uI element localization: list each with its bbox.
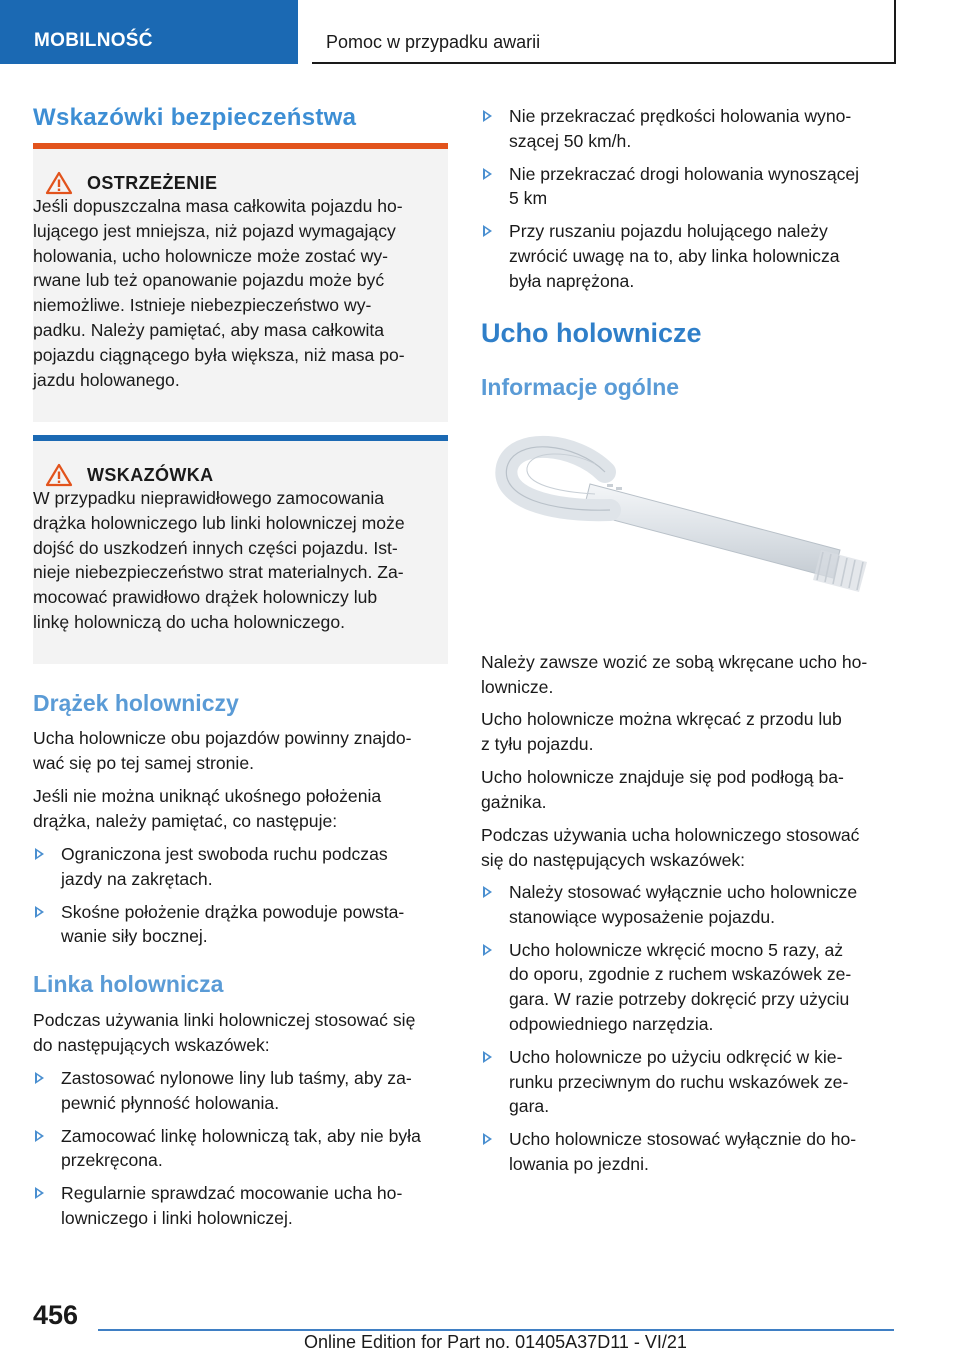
note-text: W przypadku nieprawidłowego zamocowania drążka holowniczego lub linki holowniczej może dojść do uszkodzeń innych części pojazdu. Ist‐ nieje niebezpieczeństwo strat materialnych. Za‐ mocować prawidłowo drążek holowniczy lub linkę holowniczą do ucha holowniczego. <box>33 488 405 632</box>
bullet-triangle-icon <box>483 1133 492 1145</box>
warning-icon <box>45 171 73 195</box>
bullet-triangle-icon <box>483 110 492 122</box>
bullet-triangle-icon <box>35 1072 44 1084</box>
list-item: Skośne położenie drążka powoduje powsta‐ wanie siły bocznej. <box>33 900 448 950</box>
edition-info: Online Edition for Part no. 01405A37D11 - VI/21 <box>304 1332 687 1352</box>
bullet-triangle-icon <box>35 1187 44 1199</box>
chapter-tab <box>0 0 298 64</box>
tow-rope-paragraph: Podczas używania linki holowniczej stosować się do następujących wskazówek: <box>33 1010 416 1055</box>
list-item: Nie przekraczać drogi holowania wynoszącej 5 km <box>481 162 901 212</box>
note-bar <box>33 435 448 441</box>
list-item: Ucho holownicze stosować wyłącznie do ho‐ lowania po jezdni. <box>481 1127 901 1177</box>
warning-title: OSTRZEŻENIE <box>87 172 218 193</box>
tow-eye-paragraph-2: Ucho holownicze można wkręcać z przodu lub z tyłu pojazdu. <box>481 709 842 754</box>
list-item: Regularnie sprawdzać mocowanie ucha ho‐ lowniczego i linki holowniczej. <box>33 1181 453 1231</box>
warning-box <box>33 143 448 422</box>
tow-bar-list <box>33 842 448 957</box>
bullet-triangle-icon <box>35 1130 44 1142</box>
tow-eye-illustration <box>495 432 895 632</box>
list-item: Zamocować linkę holowniczą tak, aby nie była przekręcona. <box>33 1124 453 1174</box>
tow-eye-paragraph-3: Ucho holownicze znajduje się pod podłogą ba‐ gażnika. <box>481 767 844 812</box>
warning-bar <box>33 143 448 149</box>
safety-heading: Wskazówki bezpieczeństwa <box>33 104 357 131</box>
tow-bar-paragraph-2: Jeśli nie można uniknąć ukośnego położenia drążka, należy pamiętać, co następuje: <box>33 786 382 831</box>
tow-eye-heading: Ucho holownicze <box>481 318 702 348</box>
tow-bar-paragraph-1: Ucha holownicze obu pojazdów powinny znajdo‐ wać się po tej samej stronie. <box>33 728 412 773</box>
list-item: Ucho holownicze po użyciu odkręcić w kie‐ runku przeciwnym do ruchu wskazówek ze‐ gara. <box>481 1045 901 1119</box>
list-item: Nie przekraczać prędkości holowania wyno‐ szącej 50 km/h. <box>481 104 901 154</box>
list-item: Ucho holownicze wkręcić mocno 5 razy, aż do oporu, zgodnie z ruchem wskazówek ze‐ gara. W razie potrzeby dokręcić przy użyciu odpowiedniego narzędzia. <box>481 938 901 1037</box>
towing-limits-list <box>481 104 901 302</box>
bullet-triangle-icon <box>35 848 44 860</box>
tow-rope-list <box>33 1066 453 1239</box>
footer-divider <box>98 1329 894 1331</box>
tow-eye-paragraph-4: Podczas używania ucha holowniczego stosować się do następujących wskazówek: <box>481 825 860 870</box>
tow-eye-paragraph-1: Należy zawsze wozić ze sobą wkręcane ucho ho‐ lownicze. <box>481 652 868 697</box>
tow-rope-heading: Linka holownicza <box>33 971 224 997</box>
list-item: Przy ruszaniu pojazdu holującego należy zwrócić uwagę na to, aby linka holownicza była naprężona. <box>481 219 901 293</box>
bullet-triangle-icon <box>483 886 492 898</box>
note-box <box>33 435 448 664</box>
bullet-triangle-icon <box>483 168 492 180</box>
list-item: Ograniczona jest swoboda ruchu podczas jazdy na zakrętach. <box>33 842 448 892</box>
warning-text: Jeśli dopuszczalna masa całkowita pojazdu ho‐ lującego jest mniejsza, niż pojazd wymagający holowania, ucho holownicze może zostać wy‐ rwane lub też opanowanie pojazdu może być niemożliwe. Istnieje niebezpieczeństwo wy‐ padku. Należy pamiętać, aby masa całkowita pojazdu ciągnącego była większa, niż masa po‐ jazdu holowanego. <box>33 196 405 390</box>
chapter-title: MOBILNOŚĆ <box>34 30 153 51</box>
note-title: WSKAZÓWKA <box>87 464 214 485</box>
list-item: Należy stosować wyłącznie ucho holownicze stanowiące wyposażenie pojazdu. <box>481 880 901 930</box>
section-title: Pomoc w przypadku awarii <box>326 32 541 52</box>
general-info-heading: Informacje ogólne <box>481 374 680 400</box>
tow-eye-list <box>481 880 901 1185</box>
tow-bar-heading: Drążek holowniczy <box>33 690 239 716</box>
caution-icon <box>45 463 73 487</box>
page-number: 456 <box>33 1300 79 1330</box>
list-item: Zastosować nylonowe liny lub taśmy, aby za‐ pewnić płynność holowania. <box>33 1066 453 1116</box>
bullet-triangle-icon <box>483 1051 492 1063</box>
section-header <box>312 0 896 64</box>
bullet-triangle-icon <box>35 906 44 918</box>
bullet-triangle-icon <box>483 225 492 237</box>
bullet-triangle-icon <box>483 944 492 956</box>
